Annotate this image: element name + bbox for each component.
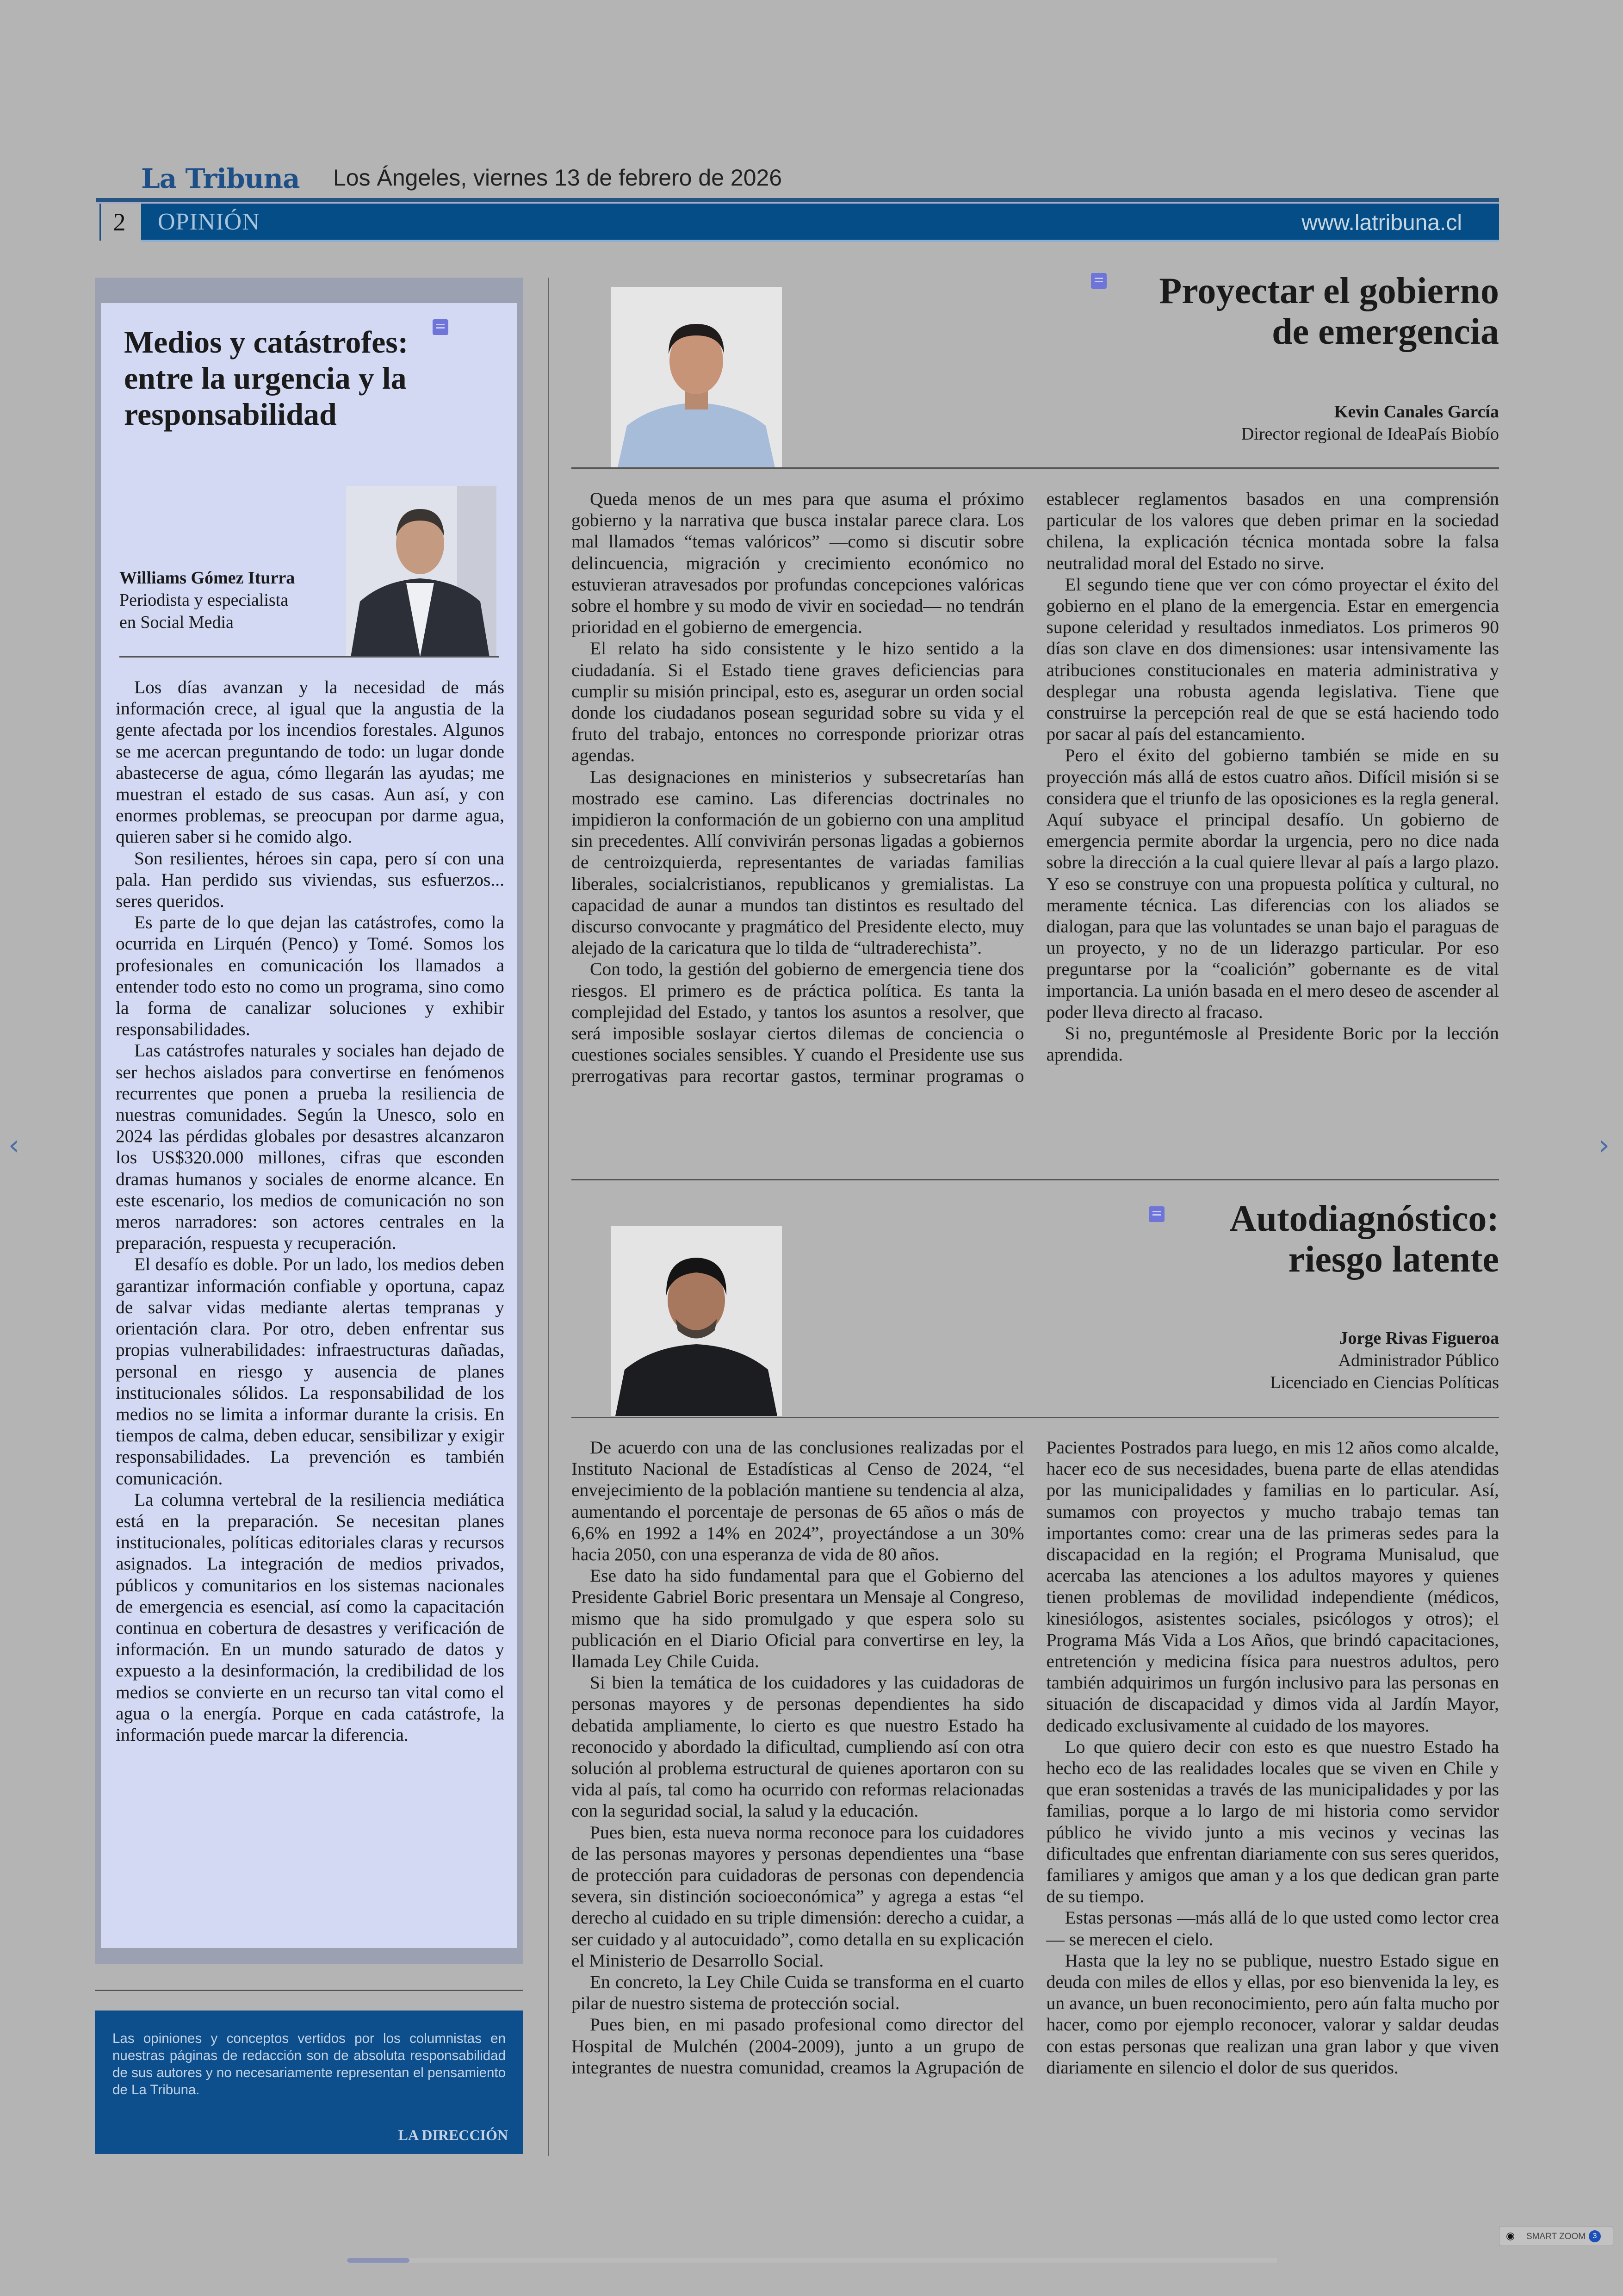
- author-role: Director regional de IdeaPaís Biobío: [1241, 424, 1499, 444]
- divider: [571, 1179, 1499, 1180]
- article1-byline: [1241, 401, 1499, 445]
- paragraph: Pues bien, en mi pasado profesional como director del Hospital de Mulchén (2004-2009), junto a un grupo de integrantes de nuestra comunidad, creamos la Agrupación de Pacientes Postrados para luego, en mis 12 años como alcalde, hacer eco de sus necesidades, buena parte de ellas atendidas por las municipalidades y familias en lo particular. Así, sumamos con proyectos y mucho trabajo temas tan importantes como: crear una de las primeras sedes para la discapacidad en la región; el Programa Munisalud, que acercaba las atenciones a los adultos mayores y quienes tienen problemas de movilidad independiente (médicos, kinesiólogos, asistentes sociales, psicólogos y otros); el Programa Más Vida a Los Años, que brindó capacitaciones, entretención y medicina física para nuestros adultos, pero también adquirimos un furgón inclusivo para las personas en situación de discapacidad y dimos vida al Jardín Mayor, dedicado exclusivamente al cuidado de los mayores.: [571, 1437, 1499, 2078]
- paragraph: Queda menos de un mes para que asuma el próximo gobierno y la narrativa que busca instalar parece clara. Los mal llamados “temas valóricos” —como si discutir sobre delincuencia, migración y crecimiento económico no estuvieran atravesados por profundas concepciones valóricas sobre el hombre y su modo de vivir en sociedad— no tendrán prioridad en el gobierno de emergencia.: [571, 489, 1024, 638]
- paragraph: Con todo, la gestión del gobierno de emergencia tiene dos riesgos. El primero es de práctica política. Es tanta la complejidad del Estado, y tantos los asuntos a resolver, que será imposible soslayar ciertos dilemas de conciencia o cuestiones sociales sensibles. Y cuando el Presidente use sus prerrogativas para recortar gastos, terminar programas o establecer reglamentos basados en una comprensión particular de los valores que deben primar en la sociedad chilena, la explicación técnica montada sobre la falsa neutralidad moral del Estado no sirve.: [571, 489, 1499, 1086]
- paragraph: El segundo tiene que ver con cómo proyectar el éxito del gobierno en el plano de la emergencia. Estar en emergencia supone celeridad y resultados inmediatos. Los primeros 90 días son clave en dos dimensiones: usar intensivamente las atribuciones constitucionales en materia administrativa y desplegar una robusta agenda legislativa. Tiene que construirse la percepción real de que se está haciendo todo por sacar al país del estancamiento.: [1046, 574, 1499, 745]
- left-article-title: Medios y catástrofes: entre la urgencia y la responsabilidad: [124, 324, 409, 432]
- disclaimer-signature: LA DIRECCIÓN: [398, 2127, 508, 2143]
- paragraph: En concreto, la Ley Chile Cuida se transforma en el cuarto pilar de nuestro sistema de protección social.: [571, 1972, 1024, 2014]
- author-role: en Social Media: [119, 613, 234, 632]
- divider: [571, 1417, 1499, 1418]
- header-rule: [96, 198, 1499, 204]
- paragraph: La columna vertebral de la resiliencia mediática está en la preparación. Se necesitan planes institucionales, políticas editoriales claras y recursos asignados. La integración de medios privados, públicos y comunitarios en los sistemas nacionales de emergencia es esencial, así como la capacitación continua en cobertura de desastres y verificación de información. En un mundo saturado de datos y expuesto a la desinformación, la credibilidad de los medios se convierte en un recurso tan vital como el agua o la energía. Porque en cada catástrofe, la información puede marcar la diferencia.: [116, 1489, 504, 1745]
- paragraph: Los días avanzan y la necesidad de más información crece, al igual que la angustia de la gente afectada por los incendios forestales. Algunos se me acercan preguntando de todo: un lugar donde abastecerse de agua, cómo llegarán las ayudas; me muestran el estado de sus casas. Aun así, y con enormes problemas, se preocupan por darme agua, quieren saber si he comido algo.: [116, 677, 504, 847]
- title-line: Proyectar el gobierno: [1159, 271, 1499, 311]
- paragraph: Estas personas —más allá de lo que usted como lector crea— se merecen el cielo.: [1046, 1907, 1499, 1949]
- article1-title: [1159, 271, 1499, 352]
- paragraph: Ese dato ha sido fundamental para que el Gobierno del Presidente Gabriel Boric presentara un Mensaje al Congreso, mismo que ha sido promulgado y que espera solo su publicación en el Diario Oficial para convertirse en ley, la llamada Ley Chile Cuida.: [571, 1565, 1024, 1672]
- article2-byline: [1270, 1327, 1499, 1394]
- left-byline: [119, 567, 295, 633]
- disclaimer-box: [95, 2011, 523, 2154]
- logo: La Tribuna: [141, 163, 300, 194]
- author-name: Williams Gómez Iturra: [119, 568, 295, 588]
- author-role: Administrador Público: [1338, 1351, 1499, 1370]
- divider: [95, 1990, 523, 1991]
- author-photo: [611, 287, 782, 467]
- author-photo: [611, 1226, 782, 1416]
- paragraph: El relato ha sido consistente y le hizo sentido a la ciudadanía. Si el Estado tiene graves deficiencias para cumplir su misión principal, esto es, asegurar un orden social donde los ciudadanos posean seguridad sobre su vida y el fruto del trabajo, entonces no corresponde priorizar otras agendas.: [571, 638, 1024, 766]
- chevron-right-icon[interactable]: ›: [1598, 1129, 1610, 1161]
- article2-title: [1230, 1198, 1499, 1280]
- column-divider: [548, 278, 549, 2156]
- author-role: Periodista y especialista: [119, 590, 289, 610]
- scrollbar-thumb[interactable]: [347, 2258, 409, 2263]
- paragraph: El desafío es doble. Por un lado, los medios deben garantizar información confiable y oportuna, capaz de salvar vidas mediante alertas tempranas y orientación clara. Por otro, deben enfrentar sus propias vulnerabilidades: infraestructuras dañadas, personal en riesgo y ausencia de planes institucionales sólidos. La responsabilidad de los medios no se limita a informar durante la crisis. En tiempos de calma, deben educar, sensibilizar y exigir responsabilidades. La prevención es también comunicación.: [116, 1254, 504, 1489]
- smart-zoom-badge: 3: [1589, 2230, 1601, 2242]
- section-title: OPINIÓN: [158, 209, 260, 235]
- note-icon[interactable]: [1091, 273, 1107, 289]
- divider: [571, 467, 1499, 469]
- article2-body: [571, 1437, 1499, 2163]
- divider: [119, 656, 499, 658]
- article1-body: [571, 488, 1499, 1150]
- page-number: 2: [99, 204, 138, 241]
- paragraph: Hasta que la ley no se publique, nuestro Estado sigue en deuda con miles de ellos y ellas, por eso bienvenida la ley, es un avance, un buen reconocimiento, pero aún falta mucho por hacer, como por ejemplo reconocer, valorar y saldar deudas con estas personas que realizan una gran labor y que viven diariamente en silencio el dolor de sus queridos.: [1046, 1950, 1499, 2078]
- title-line: riesgo latente: [1288, 1239, 1499, 1280]
- horizontal-scrollbar[interactable]: [347, 2258, 1277, 2263]
- left-article-body: [116, 676, 504, 1745]
- chevron-left-icon[interactable]: ‹: [8, 1129, 19, 1161]
- site-url: www.latribuna.cl: [1301, 211, 1462, 235]
- section-bar: [141, 204, 1499, 242]
- paragraph: Lo que quiero decir con esto es que nuestro Estado ha hecho eco de las realidades locales que se viven en Chile y que eran sostenidas a través de las municipalidades y por las familias, porque a lo largo de mi historia como servidor público he vivido junto a mis vecinos y vecinas las dificultades que enfrentan diariamente con sus seres queridos, familiares y amigos que aman y a los que dedican gran parte de su tiempo.: [1046, 1736, 1499, 1907]
- disclaimer-text: Las opiniones y conceptos vertidos por los columnistas en nuestras páginas de redacción son de absoluta responsabilidad de sus autores y no necesariamente representan el pensamiento de La Tribuna.: [112, 2031, 506, 2097]
- paragraph: Si bien la temática de los cuidadores y las cuidadoras de personas mayores y de personas dependientes ha sido debatida ampliamente, lo cierto es que nuestro Estado ha reconocido y abordado la dificultad, cumpliendo así con otra solución al problema estructural de quienes aportaron con su vida al país, tal como ha ocurrido con reformas relacionadas con la seguridad social, la salud y la educación.: [571, 1672, 1024, 1821]
- author-name: Jorge Rivas Figueroa: [1339, 1328, 1499, 1348]
- paragraph: De acuerdo con una de las conclusiones realizadas por el Instituto Nacional de Estadísticas al Censo de 2024, “el envejecimiento de la población mantiene su tendencia al alza, aumentando el porcentaje de personas de 65 años o más de 6,6% en 1992 a 14% en 2024”, proyectándose a un 30% hacia 2050, con una esperanza de vida de 80 años.: [571, 1437, 1024, 1565]
- note-icon[interactable]: [433, 319, 448, 335]
- title-line: Autodiagnóstico:: [1229, 1198, 1499, 1239]
- title-line: de emergencia: [1272, 311, 1499, 352]
- note-icon[interactable]: [1149, 1206, 1165, 1222]
- eye-icon: ◉: [1506, 2230, 1515, 2241]
- paragraph: Las designaciones en ministerios y subsecretarías han mostrado ese camino. Las diferencias doctrinales no impidieron la conformación de un gobierno con una amplitud sin precedentes. Allí convivirán personas ligadas a gobiernos de centroizquierda, representantes de variadas familias liberales, socialcristianos, republicanos y gremialistas. La capacidad de aunar a mundos tan distintos es resultado del discurso convocante y pragmático del Presidente electo, muy alejado de la caricatura que lo tilda de “ultraderechista”.: [571, 766, 1024, 958]
- paragraph: Pero el éxito del gobierno también se mide en su proyección más allá de estos cuatro años. Difícil misión si se considera que el triunfo de las oposiciones es la regla general. Aquí subyace el principal desafío. Un gobierno de emergencia permite abordar la urgencia, pero no dice nada sobre la dirección a la cual quiere llevar al país a largo plazo. Y eso se construye con una propuesta política y cultural, no meramente técnica. Las diferencias con los aliados se dialogan, para que las voluntades se unan bajo el paraguas de un proyecto, y no de un liderazgo particular. Por eso preguntarse por la “coalición” gobernante es de vital importancia. La unión basada en el mero deseo de ascender al poder lleva directo al fracaso.: [1046, 745, 1499, 1022]
- paragraph: Son resilientes, héroes sin capa, pero sí con una pala. Han perdido sus viviendas, sus esfuerzos... seres queridos.: [116, 848, 504, 912]
- author-photo: [346, 486, 496, 657]
- paragraph: Pues bien, esta nueva norma reconoce para los cuidadores de las personas mayores y personas dependientes una “base de protección para cuidadoras de personas con dependencia severa, sin distinción socioeconómica” y agrega a estas “el derecho al cuidado en su triple dimensión: derecho a cuidar, a ser cuidado y al autocuidado”, como detalla en su explicación el Ministerio de Desarrollo Social.: [571, 1822, 1024, 1971]
- paragraph: Es parte de lo que dejan las catástrofes, como la ocurrida en Lirquén (Penco) y Tomé. Somos los profesionales en comunicación los llamados a entender todo esto no como un programa, sino como la forma de canalizar soluciones y exhibir responsabilidades.: [116, 912, 504, 1040]
- paragraph: Si no, preguntémosle al Presidente Boric por la lección aprendida.: [1046, 1023, 1499, 1065]
- author-name: Kevin Canales García: [1334, 402, 1499, 422]
- smart-zoom-button[interactable]: [1499, 2227, 1613, 2246]
- paragraph: Las catástrofes naturales y sociales han dejado de ser hechos aislados para convertirse en fenómenos recurrentes que ponen a prueba la resiliencia de nuestras comunidades. Según la Unesco, solo en 2024 las pérdidas globales por desastres alcanzaron los US$320.000 millones, cifras que esconden dramas humanos y sociales de enorme alcance. En este escenario, los medios de comunicación no son meros narradores: son actores centrales en la preparación, respuesta y recuperación.: [116, 1040, 504, 1253]
- author-role: Licenciado en Ciencias Políticas: [1270, 1373, 1499, 1392]
- smart-zoom-label: SMART ZOOM: [1526, 2232, 1586, 2241]
- dateline: Los Ángeles, viernes 13 de febrero de 2026: [333, 165, 782, 191]
